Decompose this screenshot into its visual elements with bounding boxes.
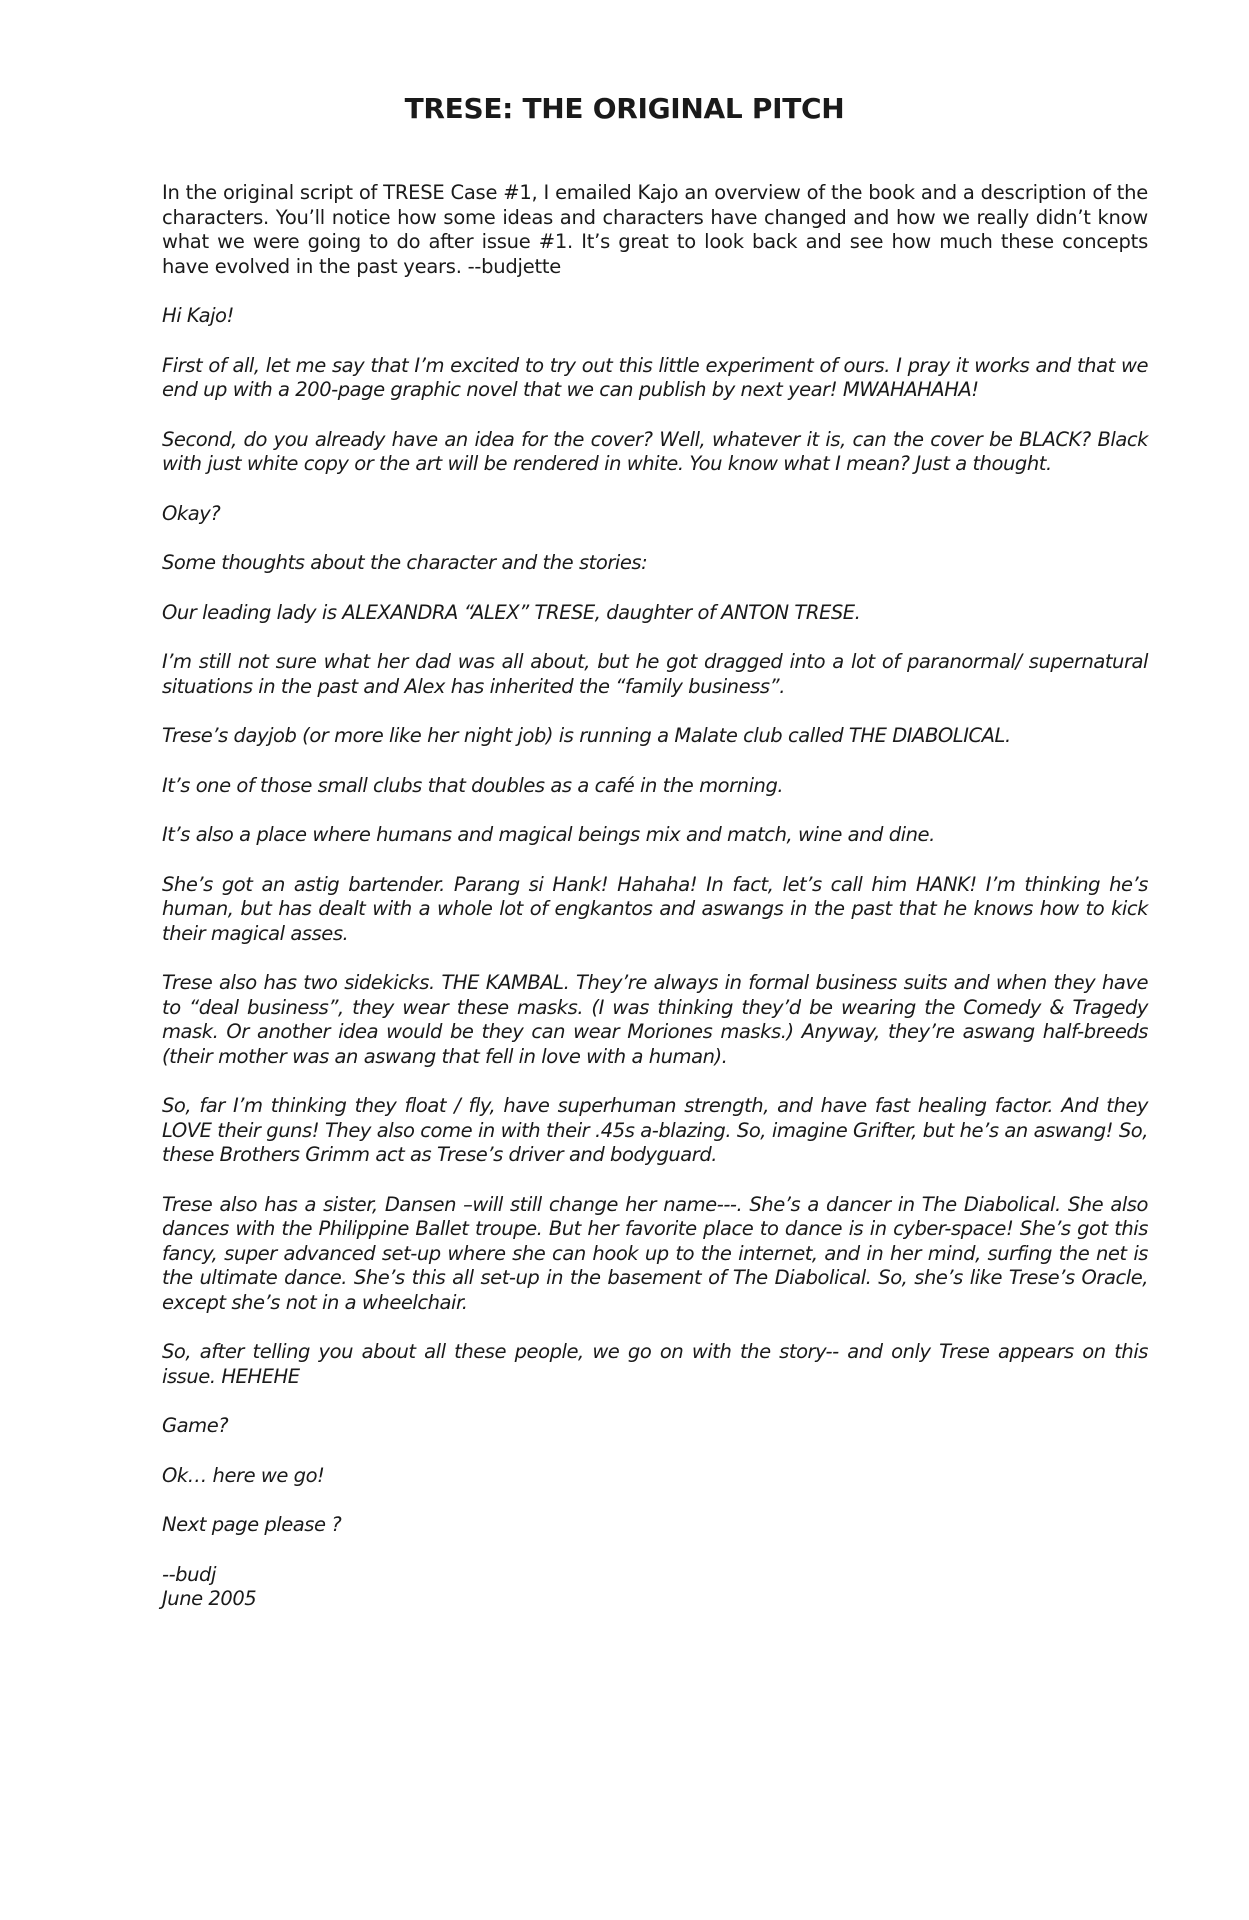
intro-paragraph: In the original script of TRESE Case #1, I emailed Kajo an overview of the book and a description of the characters. You’ll notice how some ideas and characters have changed and how we really didn’t know what we were going to do after issue #1. It’s great to look back and see how much these concepts have evolved in the past years. --budjette	[162, 181, 1148, 278]
letter-paragraph: I’m still not sure what her dad was all about, but he got dragged into a lot of paranormal/ supernatural situations in the past and Alex has inherited the “family business”.	[162, 650, 1148, 698]
letter-paragraph: Next page please ?	[162, 1513, 342, 1536]
letter-paragraph: Okay?	[162, 501, 221, 525]
letter-paragraph: It’s one of those small clubs that doubles as a café in the morning.	[162, 773, 784, 797]
letter-paragraph: So, after telling you about all these people, we go on with the story-- and only Trese appears on this issue. HEHEHE	[162, 1340, 1148, 1388]
letter-paragraph: Second, do you already have an idea for the cover? Well, whatever it is, can the cover be BLACK? Black with just white copy or the art will be rendered in white. You know what I mean? Just a thought.	[162, 427, 1148, 475]
signature-name: --budj	[162, 1562, 216, 1586]
letter-paragraph: It’s also a place where humans and magical beings mix and match, wine and dine.	[162, 823, 935, 846]
letter-paragraph: First of all, let me say that I’m excited to try out this little experiment of ours. I pray it works and that we end up with a 200-page graphic novel that we can publish by next year! MWAHAHAHA!	[162, 353, 1148, 401]
letter-paragraph: Ok… here we go!	[162, 1463, 325, 1487]
letter-paragraph: Our leading lady is ALEXANDRA “ALEX” TRESE, daughter of ANTON TRESE.	[162, 600, 861, 624]
letter-greeting: Hi Kajo!	[162, 304, 234, 327]
letter-paragraph: Trese also has a sister, Dansen –will still change her name---. She’s a dancer in The Diabolical. She also dances with the Philippine Ballet troupe. But her favorite place to dance is in cyber-space! She’s got this fancy, super advanced set-up where she can hook up to the internet, and in her mind, surfing the net is the ultimate dance. She’s this all set-up in the basement of The Diabolical. So, she’s like Trese’s Oracle, except she’s not in a wheelchair.	[162, 1192, 1148, 1314]
letter-paragraph: Some thoughts about the character and the stories:	[162, 551, 648, 574]
letter-paragraph: Trese also has two sidekicks. THE KAMBAL. They’re always in formal business suits and when they have to “deal business”, they wear these masks. (I was thinking they’d be wearing the Comedy & Tragedy mask. Or another idea would be they can wear Moriones masks.) Anyway, they’re aswang half-breeds (their mother was an aswang that fell in love with a human).	[162, 971, 1148, 1068]
letter-paragraph: So, far I’m thinking they float / fly, have superhuman strength, and have fast healing factor. And they LOVE their guns! They also come in with their .45s a-blazing. So, imagine Grifter, but he’s an aswang! So, these Brothers Grimm act as Trese’s driver and bodyguard.	[162, 1094, 1148, 1166]
signature-date: June 2005	[162, 1587, 257, 1610]
document-body	[162, 181, 1148, 1612]
letter-paragraph: Game?	[162, 1414, 229, 1437]
letter-paragraph: She’s got an astig bartender. Parang si Hank! Hahaha! In fact, let’s call him HANK! I’m thinking he’s human, but has dealt with a whole lot of engkantos and aswangs in the past that he knows how to kick their magical asses.	[162, 872, 1148, 945]
page-title: TRESE: THE ORIGINAL PITCH	[404, 92, 845, 125]
letter-paragraph: Trese’s dayjob (or more like her night job) is running a Malate club called THE DIABOLICAL.	[162, 724, 1011, 747]
